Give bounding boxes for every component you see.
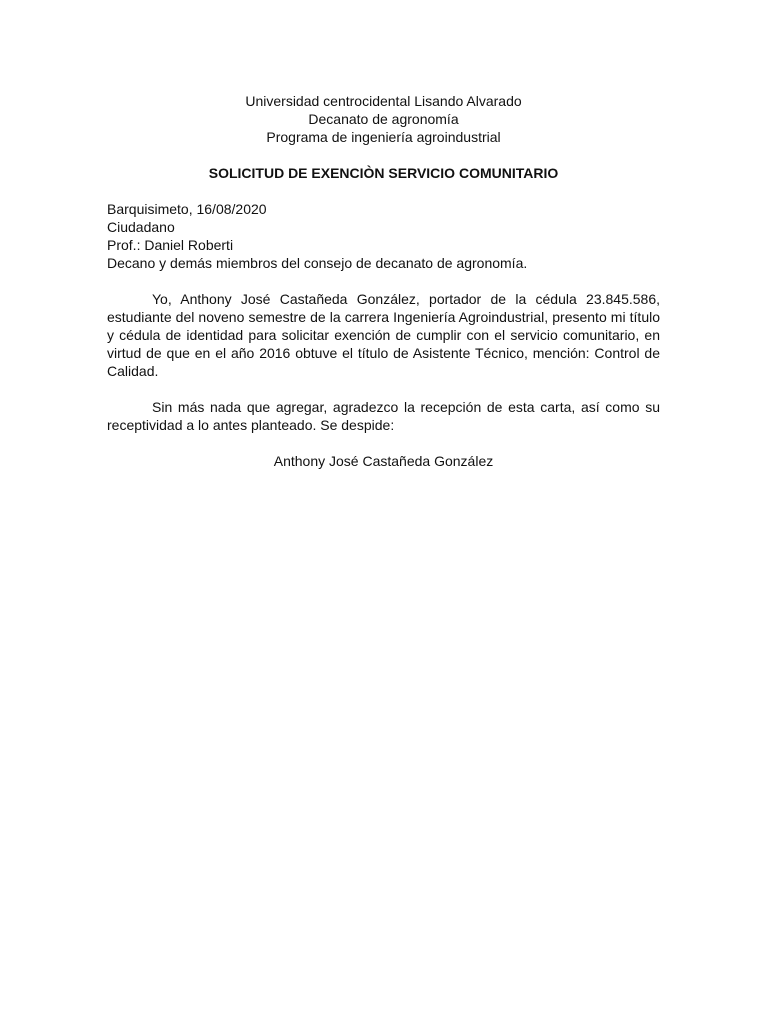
recipient-role: Decano y demás miembros del consejo de decanato de agronomía. [107,255,528,271]
university-name: Universidad centrocidental Lisando Alvarado [245,93,522,109]
deanery-name: Decanato de agronomía [308,111,459,127]
letterhead [107,92,660,146]
document-title: SOLICITUD DE EXENCIÒN SERVICIO COMUNITARIO [208,165,559,181]
signature-name: Anthony José Castañeda González [273,453,494,469]
salutation: Ciudadano [107,219,175,235]
body-paragraph-2: Sin más nada que agregar, agradezco la recepción de esta carta, así como su receptividad a lo antes planteado. Se despide: [107,399,660,433]
body-paragraph-1: Yo, Anthony José Castañeda González, portador de la cédula 23.845.586, estudiante del noveno semestre de la carrera Ingeniería Agroindustrial, presento mi título y cédula de identidad para solicitar exención de cumplir con el servicio comunitario, en virtud de que en el año 2016 obtuve el título de Asistente Técnico, mención: Control de Calidad. [107,291,660,379]
letter-content [107,92,660,470]
recipient-name: Prof.: Daniel Roberti [107,237,234,253]
addressee-block [107,200,660,272]
program-name: Programa de ingeniería agroindustrial [266,129,501,145]
place-date: Barquisimeto, 16/08/2020 [107,201,267,217]
